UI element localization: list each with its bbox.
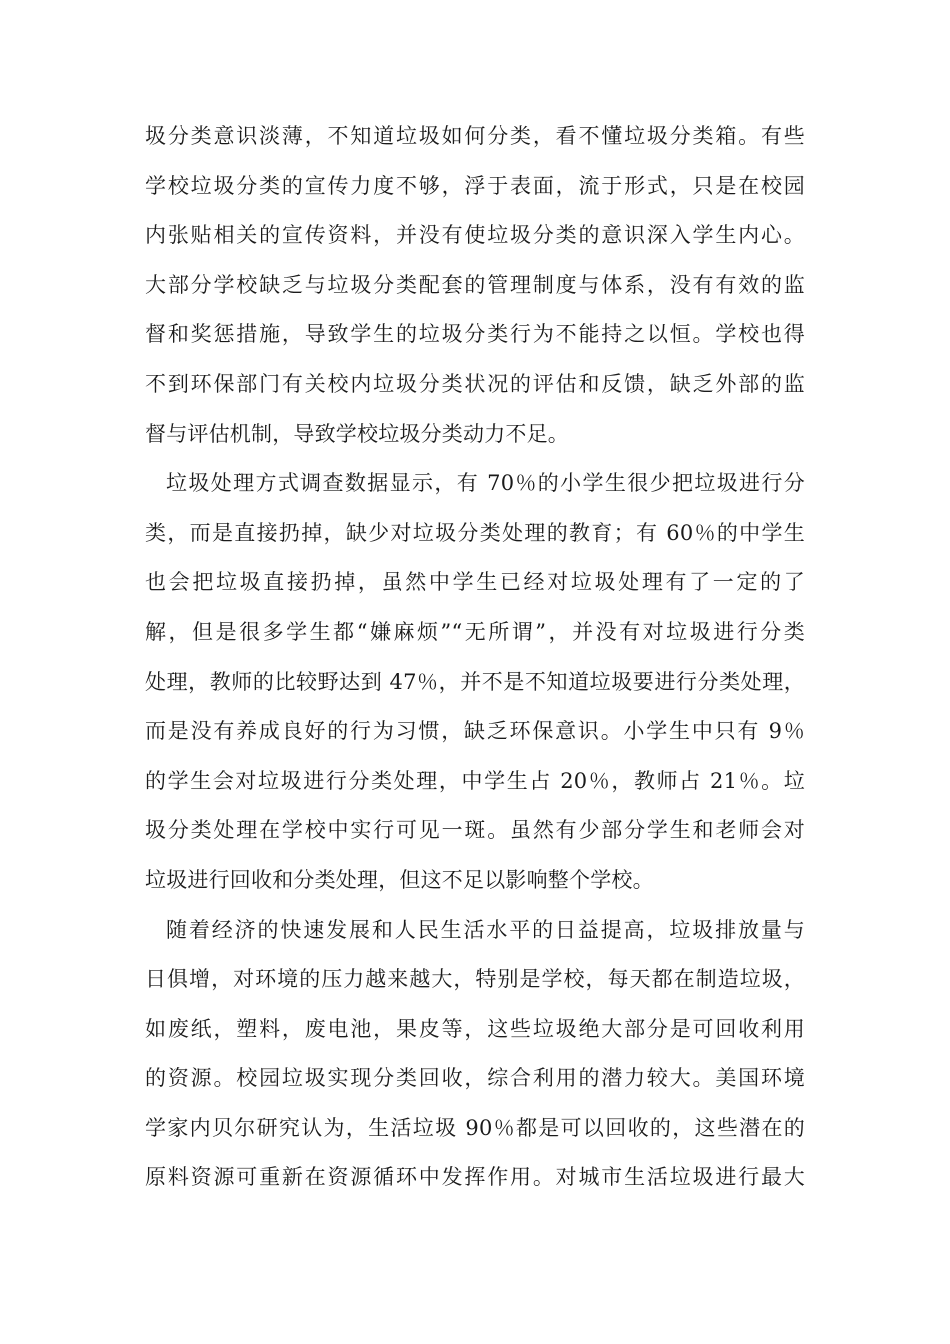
text-line: 也会把垃圾直接扔掉，虽然中学生已经对垃圾处理有了一定的了 [145,570,805,595]
text-line: 督与评估机制，导致学校垃圾分类动力不足。 [145,421,569,446]
text-line: 的资源。校园垃圾实现分类回收，综合利用的潜力较大。美国环境 [145,1066,805,1091]
body-text [145,112,805,1203]
text-line: 如废纸，塑料，废电池，果皮等，这些垃圾绝大部分是可回收利用 [145,1016,805,1041]
text-line: 圾分类意识淡薄，不知道垃圾如何分类，看不懂垃圾分类箱。有些 [145,124,805,148]
text-line: 学校垃圾分类的宣传力度不够，浮于表面，流于形式，只是在校园 [145,173,805,198]
text-line: 随着经济的快速发展和人民生活水平的日益提高，垃圾排放量与 [166,917,805,942]
text-line: 不到环保部门有关校内垃圾分类状况的评估和反馈，缺乏外部的监 [145,371,805,396]
text-line: 原料资源可重新在资源循环中发挥作用。对城市生活垃圾进行最大 [145,1165,805,1190]
text-line: 垃圾处理方式调查数据显示，有 70％的小学生很少把垃圾进行分 [166,471,805,496]
text-line: 大部分学校缺乏与垃圾分类配套的管理制度与体系，没有有效的监 [145,272,805,297]
text-line: 督和奖惩措施，导致学生的垃圾分类行为不能持之以恒。学校也得 [145,322,805,347]
text-line: 日俱增，对环境的压力越来越大，特别是学校，每天都在制造垃圾， [145,967,805,992]
text-line: 垃圾进行回收和分类处理，但这不足以影响整个学校。 [145,867,654,892]
text-line: 解，但是很多学生都“嫌麻烦”“无所谓”，并没有对垃圾进行分类 [145,619,805,644]
text-line: 学家内贝尔研究认为，生活垃圾 90％都是可以回收的，这些潜在的 [145,1115,805,1140]
text-line: 类，而是直接扔掉，缺少对垃圾分类处理的教育；有 60％的中学生 [145,520,805,545]
text-line: 处理，教师的比较野达到 47％，并不是不知道垃圾要进行分类处理， [145,669,805,694]
text-line: 而是没有养成良好的行为习惯，缺乏环保意识。小学生中只有 9％ [145,719,805,744]
text-line: 圾分类处理在学校中实行可见一斑。虽然有少部分学生和老师会对 [145,818,805,843]
text-line: 内张贴相关的宣传资料，并没有使垃圾分类的意识深入学生内心。 [145,223,805,248]
text-line: 的学生会对垃圾进行分类处理，中学生占 20％，教师占 21％。垃 [145,768,805,793]
